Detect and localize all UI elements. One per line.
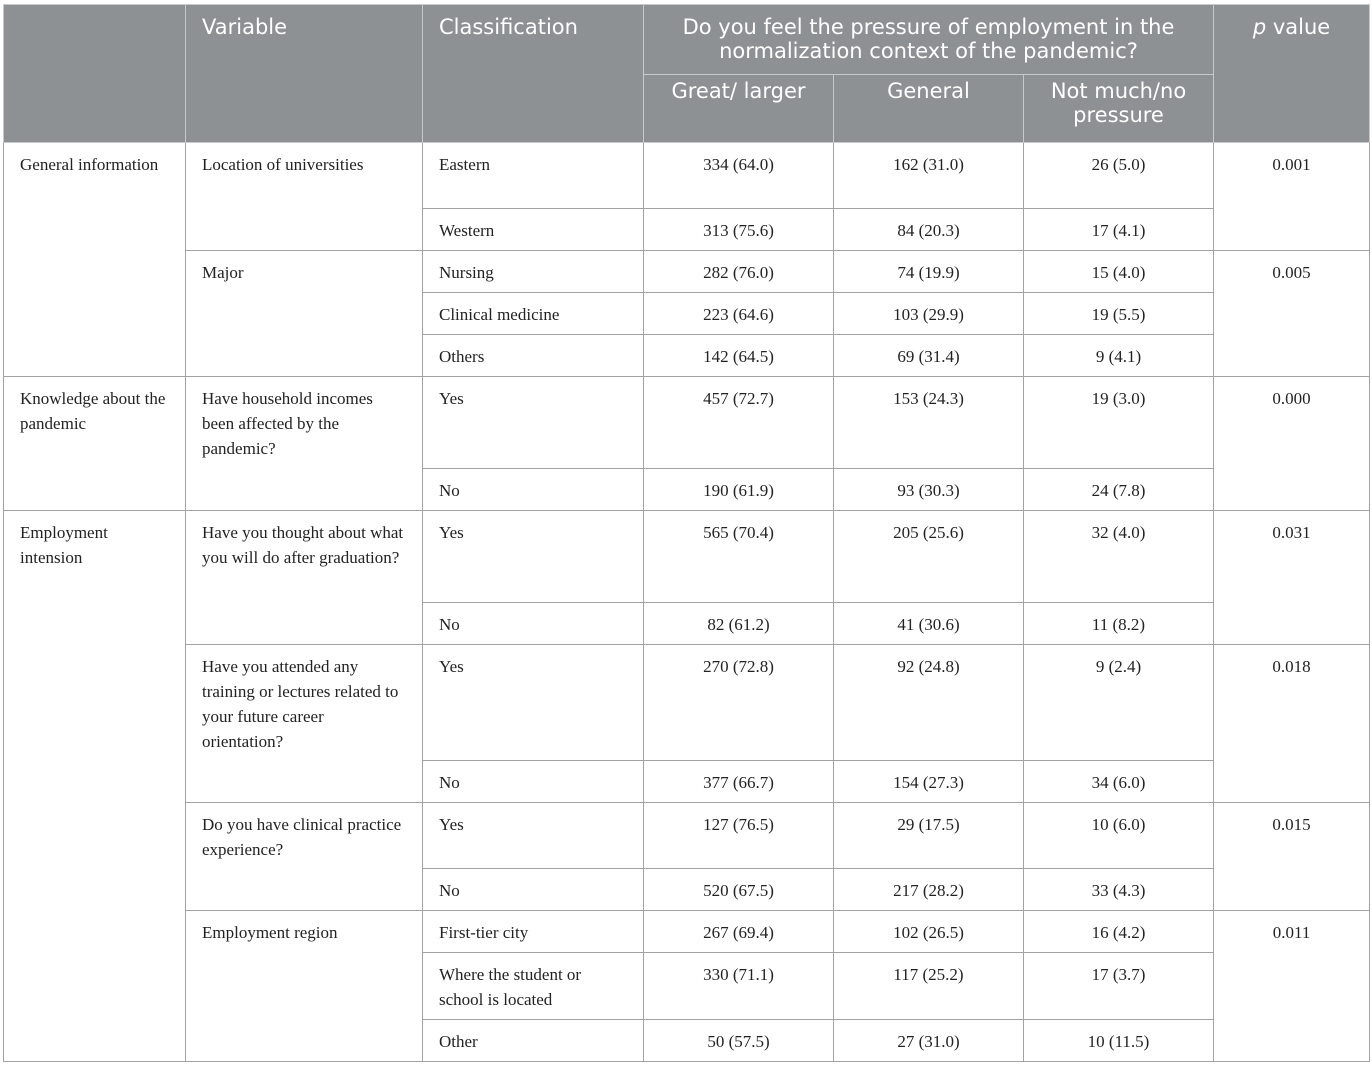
notmuch-cell: 15 (4.0) [1024, 251, 1214, 293]
table-row [4, 251, 1370, 293]
category-cell: Employment intension [4, 511, 186, 1062]
notmuch-cell: 10 (11.5) [1024, 1020, 1214, 1062]
variable-cell: Have household incomes been affected by the pandemic? [186, 377, 423, 511]
notmuch-cell: 11 (8.2) [1024, 603, 1214, 645]
notmuch-cell: 10 (6.0) [1024, 803, 1214, 869]
category-cell: General information [4, 143, 186, 377]
great-cell: 457 (72.7) [644, 377, 834, 469]
p-value-cell: 0.015 [1214, 803, 1370, 911]
notmuch-cell: 33 (4.3) [1024, 869, 1214, 911]
variable-cell: Location of universities [186, 143, 423, 251]
general-cell: 27 (31.0) [834, 1020, 1024, 1062]
variable-cell: Major [186, 251, 423, 377]
notmuch-cell: 26 (5.0) [1024, 143, 1214, 209]
header-general: General [834, 75, 1024, 143]
classification-cell: No [423, 869, 644, 911]
great-cell: 282 (76.0) [644, 251, 834, 293]
p-value-cell: 0.018 [1214, 645, 1370, 803]
notmuch-cell: 19 (5.5) [1024, 293, 1214, 335]
general-cell: 117 (25.2) [834, 953, 1024, 1020]
table-body [4, 143, 1370, 1062]
great-cell: 270 (72.8) [644, 645, 834, 761]
variable-cell: Employment region [186, 911, 423, 1062]
variable-cell: Have you attended any training or lectures related to your future career orientation? [186, 645, 423, 803]
general-cell: 92 (24.8) [834, 645, 1024, 761]
great-cell: 267 (69.4) [644, 911, 834, 953]
classification-cell: Where the student or school is located [423, 953, 644, 1020]
general-cell: 69 (31.4) [834, 335, 1024, 377]
p-rest: value [1266, 15, 1331, 39]
p-value-cell: 0.031 [1214, 511, 1370, 645]
great-cell: 127 (76.5) [644, 803, 834, 869]
table-row [4, 377, 1370, 469]
table-row [4, 911, 1370, 953]
header-classification: Classification [423, 5, 644, 143]
p-value-cell: 0.011 [1214, 911, 1370, 1062]
great-cell: 50 (57.5) [644, 1020, 834, 1062]
great-cell: 142 (64.5) [644, 335, 834, 377]
great-cell: 330 (71.1) [644, 953, 834, 1020]
category-cell: Knowledge about the pandemic [4, 377, 186, 511]
general-cell: 41 (30.6) [834, 603, 1024, 645]
general-cell: 93 (30.3) [834, 469, 1024, 511]
variable-cell: Do you have clinical practice experience? [186, 803, 423, 911]
general-cell: 84 (20.3) [834, 209, 1024, 251]
p-value-cell: 0.005 [1214, 251, 1370, 377]
header-not-much: Not much/no pressure [1024, 75, 1214, 143]
great-cell: 82 (61.2) [644, 603, 834, 645]
table-row [4, 511, 1370, 603]
general-cell: 102 (26.5) [834, 911, 1024, 953]
data-table [3, 4, 1370, 1062]
general-cell: 217 (28.2) [834, 869, 1024, 911]
classification-cell: Eastern [423, 143, 644, 209]
variable-cell: Have you thought about what you will do after graduation? [186, 511, 423, 645]
classification-cell: Yes [423, 377, 644, 469]
notmuch-cell: 19 (3.0) [1024, 377, 1214, 469]
table-row [4, 803, 1370, 869]
general-cell: 162 (31.0) [834, 143, 1024, 209]
classification-cell: Others [423, 335, 644, 377]
great-cell: 377 (66.7) [644, 761, 834, 803]
notmuch-cell: 34 (6.0) [1024, 761, 1214, 803]
header-question: Do you feel the pressure of employment in the normalization context of the pandemic? [644, 5, 1214, 75]
p-value-cell: 0.000 [1214, 377, 1370, 511]
classification-cell: Nursing [423, 251, 644, 293]
header-variable: Variable [186, 5, 423, 143]
notmuch-cell: 17 (4.1) [1024, 209, 1214, 251]
notmuch-cell: 16 (4.2) [1024, 911, 1214, 953]
general-cell: 74 (19.9) [834, 251, 1024, 293]
classification-cell: Yes [423, 803, 644, 869]
header-great-larger: Great/ larger [644, 75, 834, 143]
great-cell: 565 (70.4) [644, 511, 834, 603]
notmuch-cell: 32 (4.0) [1024, 511, 1214, 603]
great-cell: 520 (67.5) [644, 869, 834, 911]
classification-cell: Western [423, 209, 644, 251]
notmuch-cell: 17 (3.7) [1024, 953, 1214, 1020]
table-header [4, 5, 1370, 143]
general-cell: 153 (24.3) [834, 377, 1024, 469]
general-cell: 29 (17.5) [834, 803, 1024, 869]
classification-cell: Other [423, 1020, 644, 1062]
p-value-cell: 0.001 [1214, 143, 1370, 251]
great-cell: 190 (61.9) [644, 469, 834, 511]
classification-cell: First-tier city [423, 911, 644, 953]
notmuch-cell: 9 (2.4) [1024, 645, 1214, 761]
classification-cell: Yes [423, 645, 644, 761]
table-row [4, 143, 1370, 209]
classification-cell: No [423, 603, 644, 645]
table-row [4, 645, 1370, 761]
classification-cell: Yes [423, 511, 644, 603]
header-empty-cell [4, 5, 186, 143]
general-cell: 154 (27.3) [834, 761, 1024, 803]
great-cell: 334 (64.0) [644, 143, 834, 209]
general-cell: 103 (29.9) [834, 293, 1024, 335]
classification-cell: No [423, 761, 644, 803]
great-cell: 313 (75.6) [644, 209, 834, 251]
great-cell: 223 (64.6) [644, 293, 834, 335]
p-italic: p [1252, 15, 1267, 39]
general-cell: 205 (25.6) [834, 511, 1024, 603]
header-p-value [1214, 5, 1370, 143]
notmuch-cell: 24 (7.8) [1024, 469, 1214, 511]
classification-cell: No [423, 469, 644, 511]
classification-cell: Clinical medicine [423, 293, 644, 335]
notmuch-cell: 9 (4.1) [1024, 335, 1214, 377]
